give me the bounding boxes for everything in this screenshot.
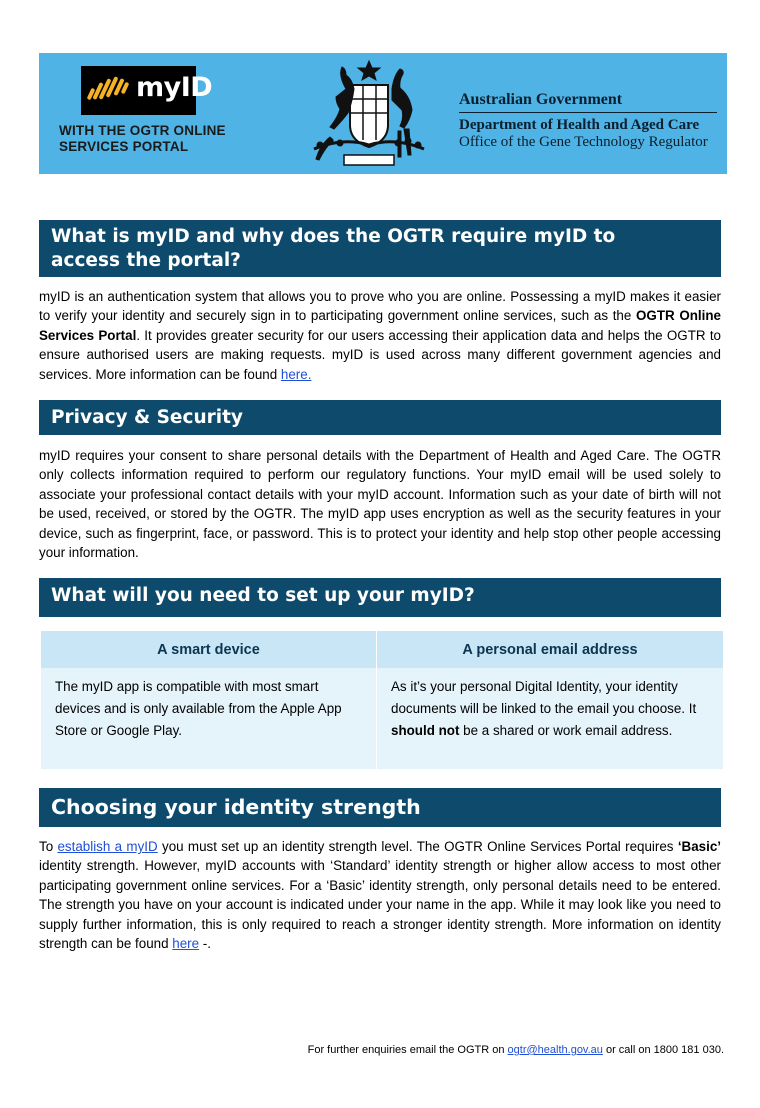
footer-text: For further enquiries email the OGTR on	[307, 1044, 508, 1056]
paragraph-privacy	[39, 446, 721, 562]
cell-text: The myID app is compatible with most smart devices and is only available from the Apple App Store or Google Play.	[55, 679, 342, 738]
myid-emblem-icon	[87, 74, 131, 108]
identity-strength-link[interactable]: here	[172, 936, 200, 952]
paragraph-text: . It provides greater security for our users accessing their application data and helps the OGTR to ensure authorised users are making requests. myID is used across many different government agencies and services. More information can be found	[39, 327, 721, 382]
government-name: Australian Government	[459, 91, 717, 113]
myid-logo	[81, 66, 213, 115]
contact-email-link[interactable]: ogtr@health.gov.au	[507, 1044, 603, 1056]
table-header-smart-device: A smart device	[41, 631, 377, 668]
table-header-email: A personal email address	[377, 631, 724, 668]
basic-bold-text: ‘Basic’	[677, 839, 721, 854]
footer-contact	[308, 1044, 724, 1056]
heading-line-1: What is myID and why does the OGTR require myID to	[51, 226, 616, 247]
table-header-row	[41, 631, 723, 668]
cell-bold-text: should not	[391, 723, 460, 738]
paragraph-text: identity strength. However, myID accounts with ‘Standard’ identity strength or higher allow access to most other participating government online services. For a ‘Basic’ identity strength, only personal details need to be entered. The strength you have on your account is indicated under your name in the app. While it may look like you need to supply further information, this is only required to reach a stronger identity strength. More information on identity strength can be found	[39, 858, 721, 952]
heading-text: What will you need to set up your myID?	[51, 585, 475, 606]
paragraph-text: you must set up an identity strength level. The OGTR Online Services Portal requires	[157, 839, 678, 854]
cell-text: As it’s your personal Digital Identity, your identity documents will be linked to the email you choose. It	[391, 679, 697, 716]
section-heading-privacy	[39, 400, 721, 435]
myid-info-link[interactable]: here.	[280, 366, 312, 382]
section-heading-setup	[39, 578, 721, 617]
heading-text: Choosing your identity strength	[51, 795, 421, 819]
table-cell-smart-device	[41, 668, 377, 769]
myid-logo-text: myID	[136, 72, 213, 103]
office-name: Office of the Gene Technology Regulator	[459, 134, 708, 150]
table-row	[41, 668, 723, 769]
department-name: Department of Health and Aged Care	[459, 117, 700, 133]
requirements-table	[41, 631, 723, 769]
table-cell-email	[377, 668, 724, 769]
paragraph-text: myID is an authentication system that allows you to prove who you are online. Possessing a myID makes it easier to verify your identity and securely sign in to participating government online services, such as the	[39, 289, 721, 324]
footer-text: or call on 1800 181 030.	[602, 1044, 724, 1056]
logo-caption-line-2: SERVICES PORTAL	[59, 139, 189, 154]
coat-of-arms-icon	[294, 59, 444, 169]
paragraph-identity-strength	[39, 837, 721, 953]
logo-caption-line-1: WITH THE OGTR ONLINE	[59, 123, 226, 138]
section-heading-what-is-myid	[39, 220, 721, 277]
government-branding	[459, 91, 717, 151]
establish-myid-link[interactable]: establish a myID	[57, 839, 158, 854]
heading-line-2: access the portal?	[51, 250, 241, 271]
header-banner	[39, 53, 727, 174]
logo-caption	[59, 123, 226, 155]
paragraph-text: myID requires your consent to share personal details with the Department of Health and Aged Care. The OGTR only collects information required to perform our regulatory functions. Your myID email will be used solely to associate your professional contact details with your myID account. Information such as your date of birth will not be used, received, or stored by the OGTR. The myID app uses encryption as well as the security features in your device, such as fingerprint, face, or password. This is to protect your identity and help stop other people accessing your information.	[39, 448, 721, 561]
cell-text: be a shared or work email address.	[459, 723, 673, 738]
heading-text: Privacy & Security	[51, 407, 243, 428]
paragraph-text: To	[39, 839, 58, 854]
paragraph-what-is-myid	[39, 287, 721, 384]
section-heading-identity-strength	[39, 788, 721, 827]
paragraph-text: -.	[199, 936, 211, 952]
portal-name-bold: OGTR Online Services Portal	[39, 308, 721, 343]
